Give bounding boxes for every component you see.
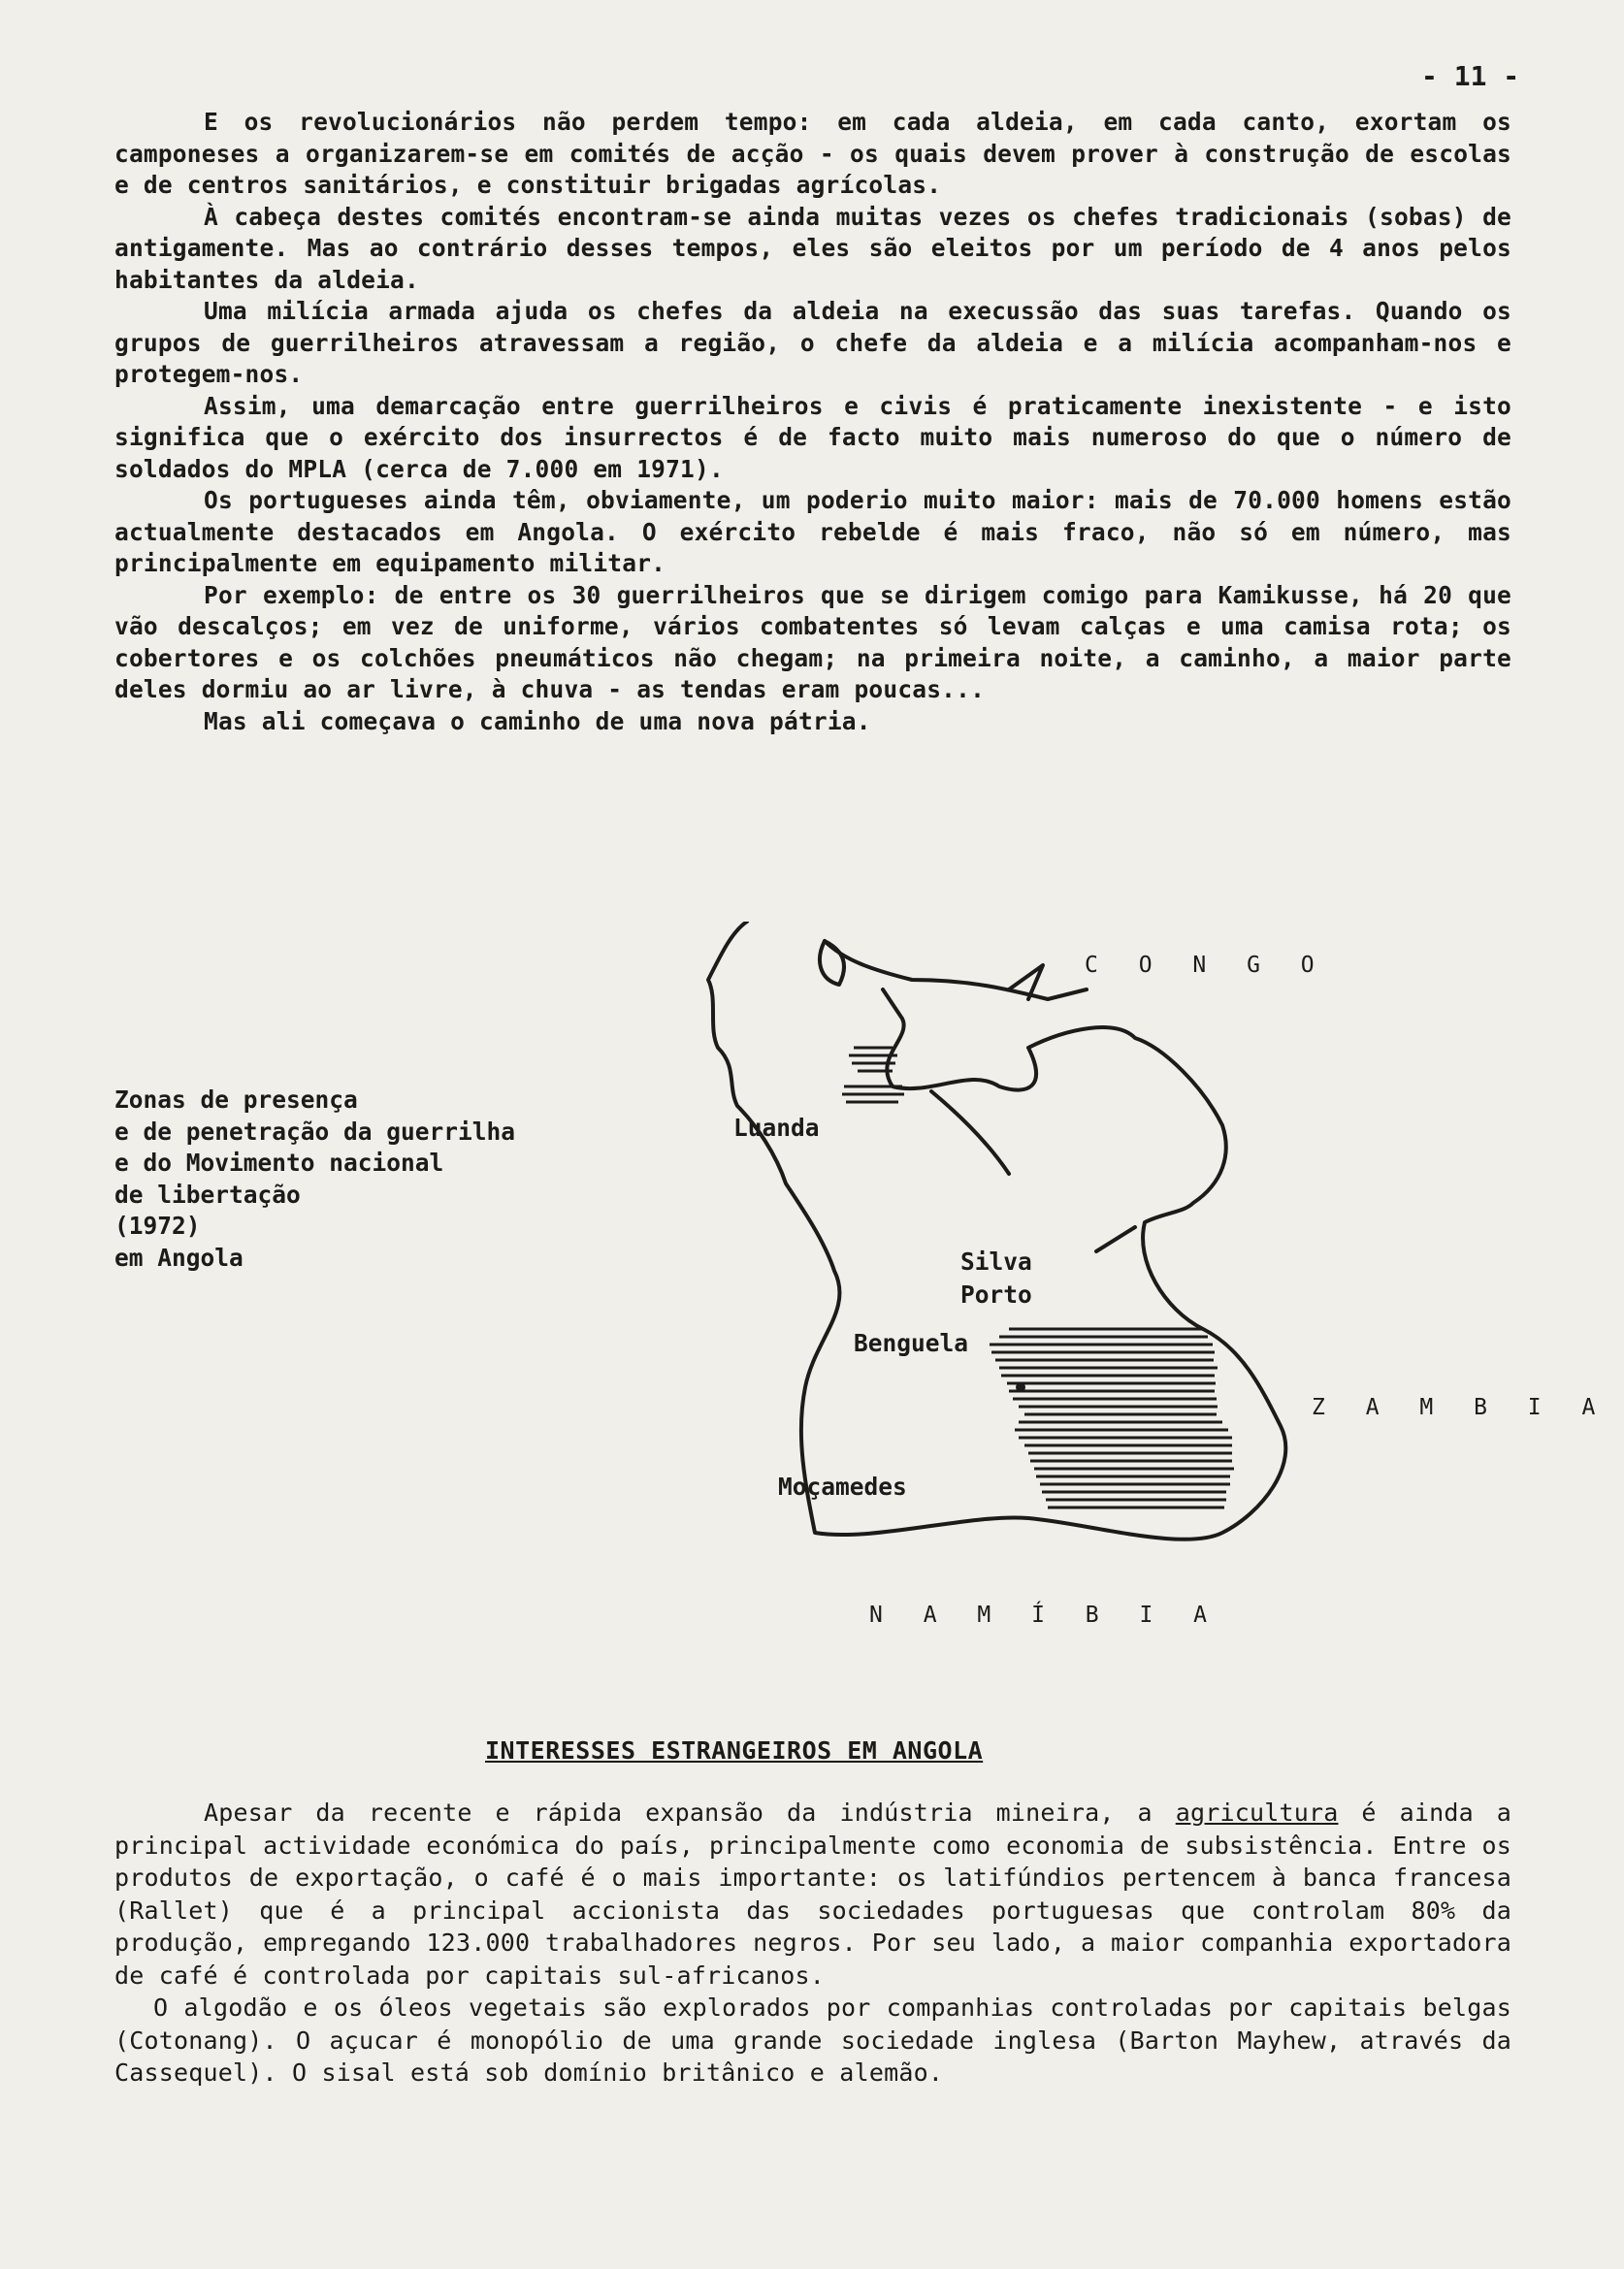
legend-line: (1972) (114, 1212, 201, 1240)
river-line (931, 1091, 1135, 1251)
bottom-text-block (114, 1797, 1511, 2090)
paragraph: À cabeça destes comités encontram-se ainda muitas vezes os chefes tradicionais (sobas) de antigamente. Mas ao contrário desses tempos, eles são eleitos por um período de 4 anos pelos habitantes da aldeia. (114, 202, 1511, 294)
page-number: - 11 - (1421, 60, 1520, 92)
map-label-porto: Porto (960, 1280, 1032, 1309)
paragraph: Os portugueses ainda têm, obviamente, um poderio muito maior: mais de 70.000 homens estão actualmente destacados em Angola. O exército rebelde é mais fraco, não só em número, mas principalmente em equipamento militar. (114, 486, 1511, 577)
legend-line: em Angola (114, 1243, 244, 1272)
paragraph: Uma milícia armada ajuda os chefes da aldeia na execussão das suas tarefas. Quando os grupos de guerrilheiros atravessam a região, o chefe da aldeia e a milícia acompanham-nos e protegem-nos. (114, 297, 1511, 388)
paragraph: Por exemplo: de entre os 30 guerrilheiros que se dirigem comigo para Kamikusse, há 20 que vão descalços; em vez de uniforme, vários combatentes só levam calças e uma camisa rota; os cobertores e os colchões pneumáticos não chegam; na primeira noite, a caminho, a maior parte deles dormiu ao ar livre, à chuva - as tendas eram poucas... (114, 580, 1511, 703)
legend-line: Zonas de presença (114, 1086, 358, 1114)
underlined-term: agricultura (1175, 1799, 1339, 1827)
legend-line: e de penetração da guerrilha (114, 1117, 516, 1146)
map-label-namibia: N A M Í B I A (869, 1603, 1221, 1628)
legend-line: de libertação (114, 1180, 301, 1209)
map-label-zambia: Z A M B I A (1312, 1395, 1609, 1420)
legend-line: e do Movimento nacional (114, 1149, 444, 1177)
cabinda-outline (820, 941, 844, 985)
paragraph (114, 1797, 1511, 1992)
map-label-mocamedes: Moçamedes (778, 1473, 907, 1501)
paragraph: Assim, uma demarcação entre guerrilheiros e civis é praticamente inexistente - e isto significa que o exército dos insurrectos é de facto muito mais numeroso do que o número de soldados do MPLA (cerca de 7.000 em 1971). (114, 391, 1511, 483)
paragraph: Mas ali começava o caminho de uma nova pátria. (204, 706, 871, 735)
paragraph: O algodão e os óleos vegetais são explorados por companhias controladas por capitais belgas (Cotonang). O açucar é monopólio de uma grande sociedade inglesa (Barton Mayhew, através da Cassequel). O sisal está sob domínio britânico e alemão. (114, 1993, 1511, 2087)
silva-porto-marker (1016, 1382, 1025, 1392)
guerrilla-zone-east (990, 1329, 1234, 1507)
top-text-block (114, 107, 1511, 737)
map-label-luanda: Luanda (733, 1114, 820, 1142)
map-label-silva: Silva (960, 1248, 1032, 1276)
guerrilla-zone-north (842, 1048, 904, 1102)
paragraph: E os revolucionários não perdem tempo: em cada aldeia, em cada canto, exortam os camponeses a organizarem-se em comités de acção - os quais devem prover à construção de escolas e de centros sanitários, e constituir brigadas agrícolas. (114, 108, 1511, 199)
text-span: é ainda a principal actividade económica do país, principalmente como economia de subsistência. Entre os produtos de exportação, o café é o mais importante: os latifúndios pertencem à banca francesa (Rallet) que é a principal accionista das sociedades portuguesas que controlam 80% da produção, empregando 123.000 trabalhadores negros. Por seu lado, a maior companhia exportadora de café é controlada por capitais sul-africanos. (114, 1799, 1512, 1990)
map-label-benguela: Benguela (854, 1329, 969, 1357)
section-heading: INTERESSES ESTRANGEIROS EM ANGOLA (485, 1736, 984, 1765)
map-legend (114, 1085, 515, 1274)
angola-map (679, 922, 1533, 1620)
map-label-congo: C O N G O (1085, 953, 1328, 978)
text-span: Apesar da recente e rápida expansão da indústria mineira, a (204, 1799, 1176, 1827)
